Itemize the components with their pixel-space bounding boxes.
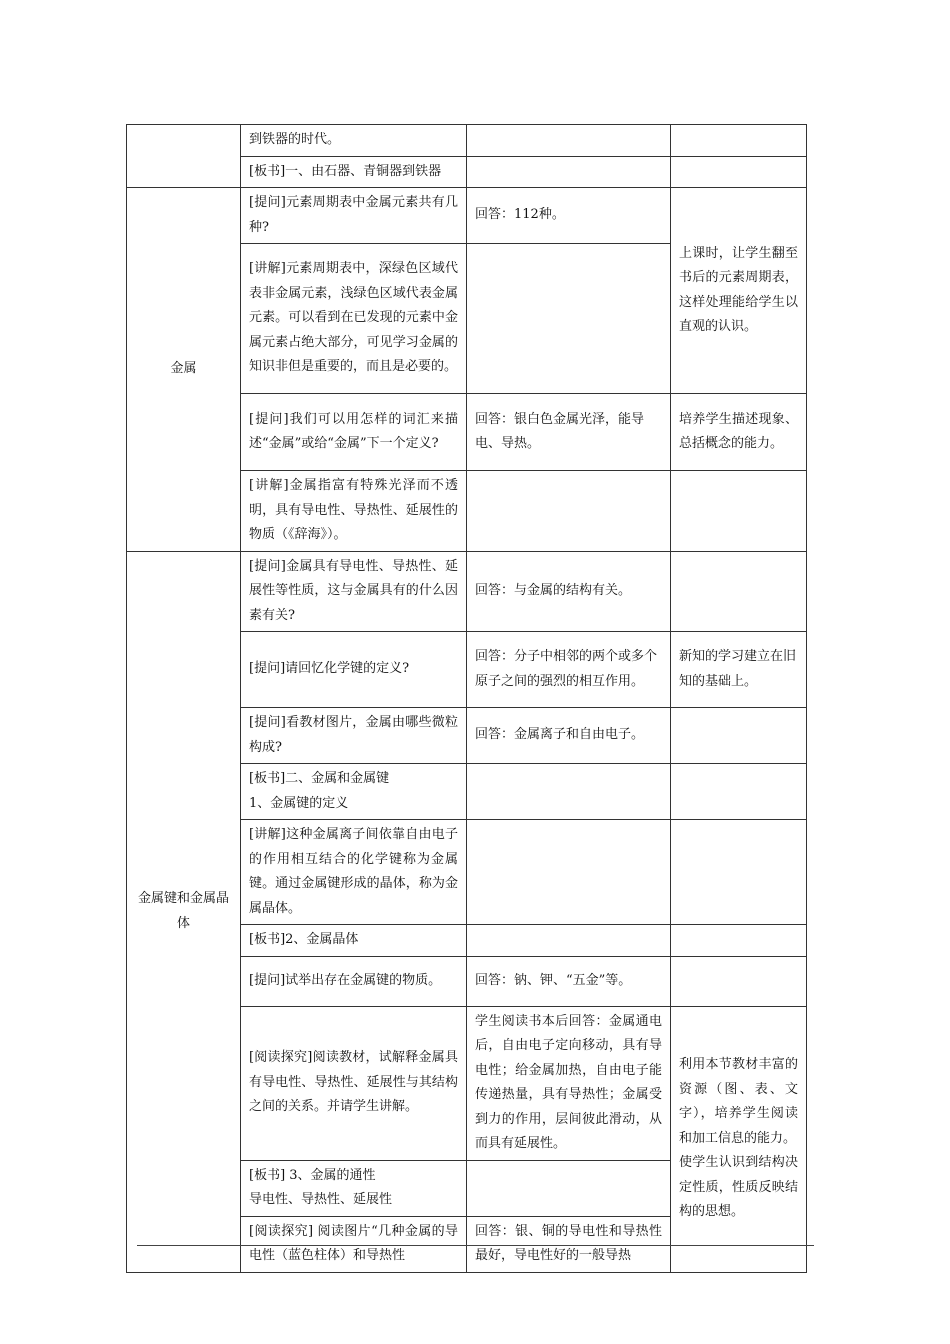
note-paragraph: 利用本节教材丰富的资源（图、表、文字），培养学生阅读和加工信息的能力。 — [679, 1057, 798, 1146]
teaching-cell: [讲解]这种金属离子间依靠自由电子的作用相互结合的化学键称为金属键。通过金属键形成的晶体，称为金属晶体。 — [241, 820, 467, 925]
note-cell — [671, 925, 807, 957]
student-cell — [467, 925, 671, 957]
student-cell: 回答：钠、钾、“五金”等。 — [467, 956, 671, 1006]
teaching-cell: [提问]试举出存在金属键的物质。 — [241, 956, 467, 1006]
teaching-cell: [板书]一、由石器、青铜器到铁器 — [241, 156, 467, 188]
board-heading: [板书] 3、金属的通性 — [249, 1167, 376, 1183]
note-cell — [671, 156, 807, 188]
student-cell: 回答：金属离子和自由电子。 — [467, 708, 671, 764]
student-cell: 回答：银、铜的导电性和导热性最好，导电性好的一般导热 — [467, 1216, 671, 1272]
note-cell — [671, 708, 807, 764]
student-cell: 学生阅读书本后回答：金属通电后，自由电子定向移动，具有导电性；给金属加热，自由电子能传递热量，具有导热性；金属受到力的作用，层间彼此滑动，从而具有延展性。 — [467, 1006, 671, 1160]
table-row — [127, 188, 807, 244]
teaching-cell: [提问]我们可以用怎样的词汇来描述“金属”或给“金属”下一个定义? — [241, 394, 467, 471]
topic-cell: 金属键和金属晶体 — [127, 551, 241, 1272]
teaching-cell: [阅读探究] 阅读图片“几种金属的导电性（蓝色柱体）和导热性 — [241, 1216, 467, 1272]
teaching-cell: [提问]请回忆化学键的定义? — [241, 632, 467, 708]
note-cell: 培养学生描述现象、总括概念的能力。 — [671, 394, 807, 471]
student-cell: 回答：112种。 — [467, 188, 671, 244]
teaching-cell — [241, 764, 467, 820]
teaching-cell: [讲解]元素周期表中，深绿色区域代表非金属元素，浅绿色区域代表金属元素。可以看到在已发现的元素中金属元素占绝大部分，可见学习金属的知识非但是重要的，而且是必要的。 — [241, 244, 467, 394]
note-cell — [671, 551, 807, 632]
note-cell — [671, 956, 807, 1006]
student-cell — [467, 244, 671, 394]
teaching-cell — [241, 1160, 467, 1216]
table-row — [127, 551, 807, 632]
student-cell — [467, 1160, 671, 1216]
student-cell — [467, 820, 671, 925]
teaching-cell: 到铁器的时代。 — [241, 125, 467, 157]
note-cell — [671, 820, 807, 925]
teaching-cell: [提问]元素周期表中金属元素共有几种? — [241, 188, 467, 244]
student-cell — [467, 125, 671, 157]
lesson-plan-table — [126, 124, 807, 1273]
student-cell — [467, 471, 671, 552]
teaching-cell: [讲解]金属指富有特殊光泽而不透明，具有导电性、导热性、延展性的物质（《辞海》）。 — [241, 471, 467, 552]
topic-cell: 金属 — [127, 188, 241, 552]
student-cell: 回答：银白色金属光泽，能导电、导热。 — [467, 394, 671, 471]
note-cell — [671, 471, 807, 552]
note-cell — [671, 125, 807, 157]
note-cell — [671, 1006, 807, 1272]
teaching-cell: [板书]2、金属晶体 — [241, 925, 467, 957]
footer-divider — [137, 1245, 814, 1246]
teaching-cell: [阅读探究]阅读教材，试解释金属具有导电性、导热性、延展性与其结构之间的关系。并请学生讲解。 — [241, 1006, 467, 1160]
student-cell: 回答：分子中相邻的两个或多个原子之间的强烈的相互作用。 — [467, 632, 671, 708]
note-cell — [671, 764, 807, 820]
topic-cell-empty — [127, 125, 241, 188]
note-cell: 新知的学习建立在旧知的基础上。 — [671, 632, 807, 708]
student-cell — [467, 156, 671, 188]
board-subheading: 导电性、导热性、延展性 — [249, 1192, 393, 1207]
student-cell: 回答：与金属的结构有关。 — [467, 551, 671, 632]
note-paragraph: 使学生认识到结构决定性质，性质反映结构的思想。 — [679, 1155, 798, 1220]
board-heading: [板书]二、金属和金属键 — [249, 771, 390, 786]
student-cell — [467, 764, 671, 820]
teaching-cell: [提问]金属具有导电性、导热性、延展性等性质，这与金属具有的什么因素有关? — [241, 551, 467, 632]
table-row — [127, 125, 807, 157]
board-subheading: 1、金属键的定义 — [249, 795, 349, 811]
teaching-cell: [提问]看教材图片，金属由哪些微粒构成? — [241, 708, 467, 764]
note-cell: 上课时，让学生翻至书后的元素周期表，这样处理能给学生以直观的认识。 — [671, 188, 807, 394]
